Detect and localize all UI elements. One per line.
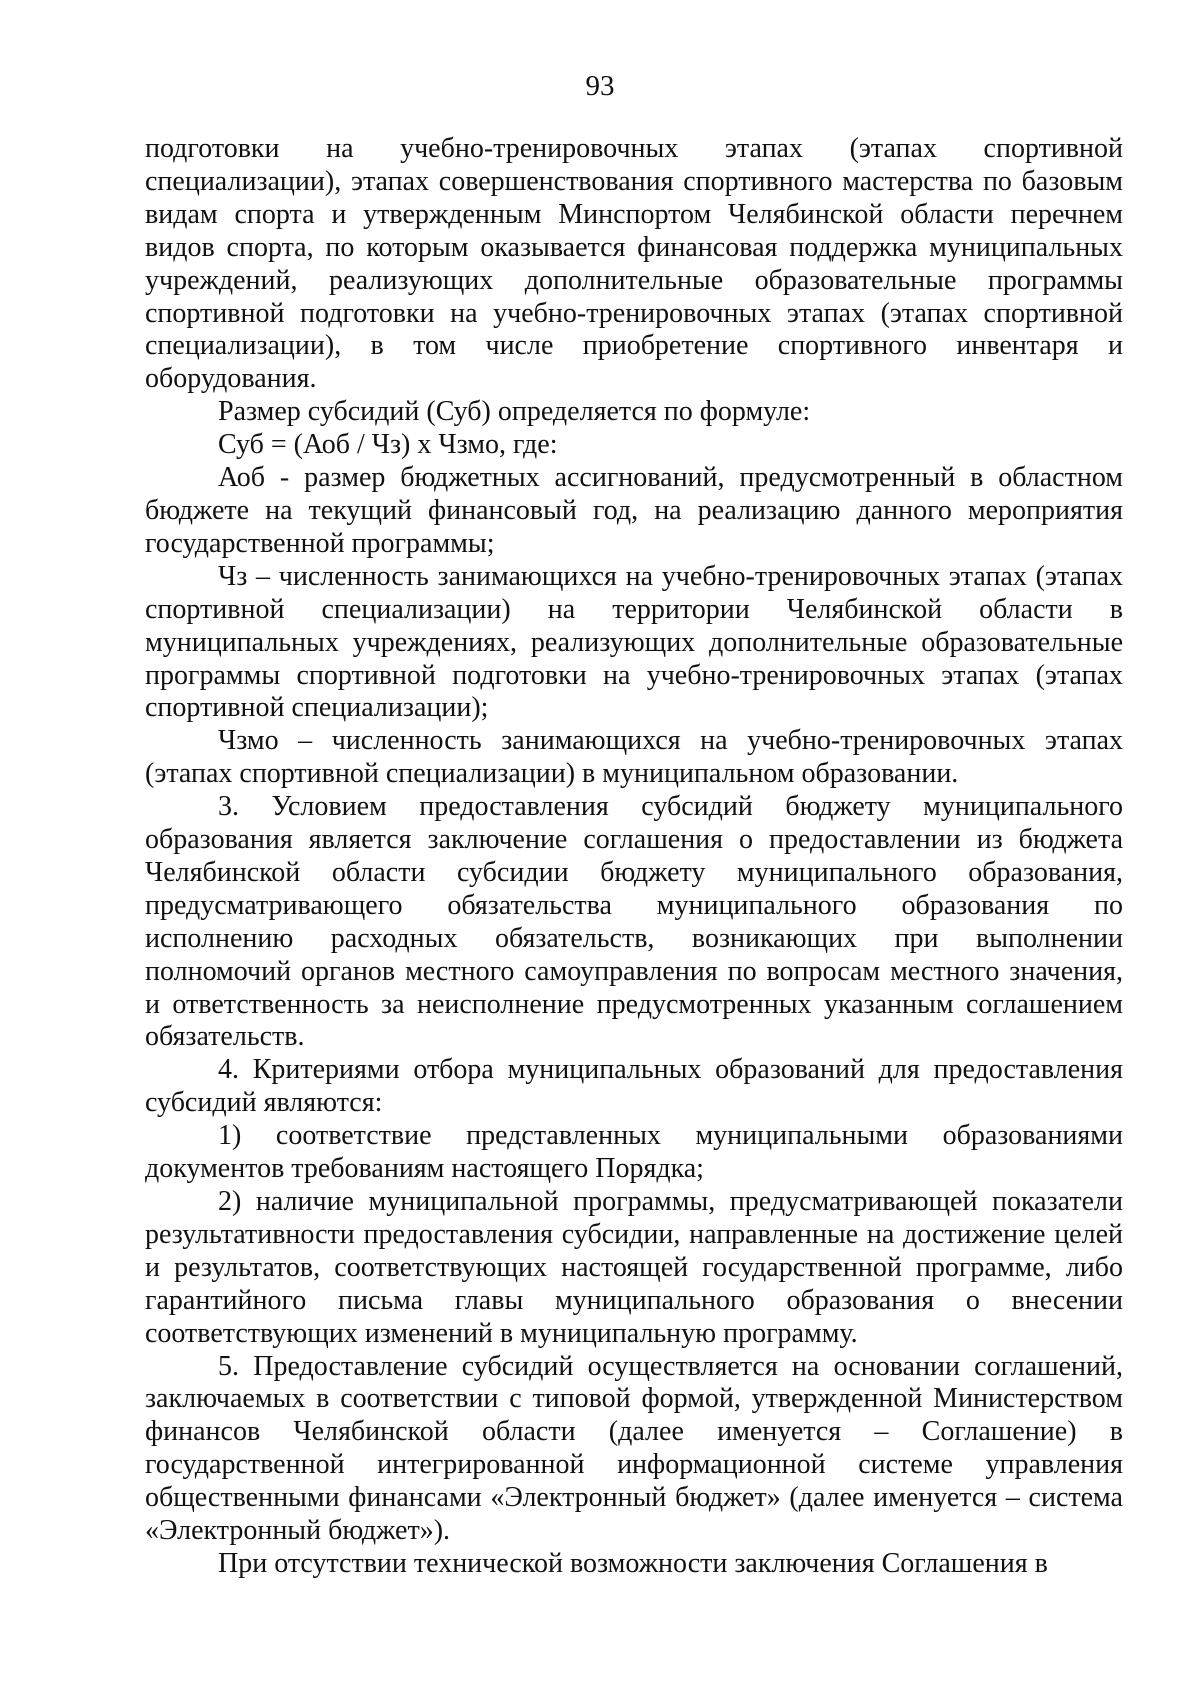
document-body xyxy=(145,133,1123,1581)
paragraph-5: Чз – численность занимающихся на учебно-тренировочных этапах (этапах спортивной специализации) на территории Челябинской области в муниципальных учреждениях, реализующих дополнительные образовательные программы спортивной подготовки на учебно-тренировочных этапах (этапах спортивной специализации); xyxy=(145,560,1123,724)
paragraph-4: Аоб - размер бюджетных ассигнований, предусмотренный в областном бюджете на текущий финансовый год, на реализацию данного мероприятия государственной программы; xyxy=(145,462,1123,559)
paragraph-12: При отсутствии технической возможности заключения Соглашения в xyxy=(218,1547,1048,1579)
paragraph-10: 2) наличие муниципальной программы, предусматривающей показатели результативности предоставления субсидии, направленные на достижение целей и результатов, соответствующих настоящей государственной программе, либо гарантийного письма главы муниципального образования о внесении соответствующих изменений в муниципальную программу. xyxy=(145,1186,1123,1349)
paragraph-3-formula: Суб = (Аоб / Чз) х Чзмо, где: xyxy=(218,429,558,461)
paragraph-8: 4. Критериями отбора муниципальных образований для предоставления субсидий являются: xyxy=(145,1054,1123,1119)
paragraph-7: 3. Условием предоставления субсидий бюджету муниципального образования является заключение соглашения о предоставлении из бюджета Челябинской области субсидии бюджету муниципального образования, предусматривающего обязательства муниципального образования по исполнению расходных обязательств, возникающих при выполнении полномочий органов местного самоуправления по вопросам местного значения, и ответственность за неисполнение предусмотренных указанным соглашением обязательств. xyxy=(145,791,1123,1053)
page-number: 93 xyxy=(585,70,615,102)
paragraph-9: 1) соответствие представленных муниципальными образованиями документов требованиям настоящего Порядка; xyxy=(145,1120,1123,1185)
paragraph-6: Чзмо – численность занимающихся на учебно-тренировочных этапах (этапах спортивной специализации) в муниципальном образовании. xyxy=(145,725,1123,790)
paragraph-1: подготовки на учебно-тренировочных этапах (этапах спортивной специализации), этапах совершенствования спортивного мастерства по базовым видам спорта и утвержденным Минспортом Челябинской области перечнем видов спорта, по которым оказывается финансовая поддержка муниципальных учреждений, реализующих дополнительные образовательные программы спортивной подготовки на учебно-тренировочных этапах (этапах спортивной специализации), в том числе приобретение спортивного инвентаря и оборудования. xyxy=(145,133,1123,395)
paragraph-11: 5. Предоставление субсидий осуществляется на основании соглашений, заключаемых в соответствии с типовой формой, утвержденной Министерством финансов Челябинской области (далее именуется – Соглашение) в государственной интегрированной информационной системе управления общественными финансами «Электронный бюджет» (далее именуется – система «Электронный бюджет»). xyxy=(145,1350,1123,1547)
paragraph-2: Размер субсидий (Суб) определяется по формуле: xyxy=(218,396,811,428)
